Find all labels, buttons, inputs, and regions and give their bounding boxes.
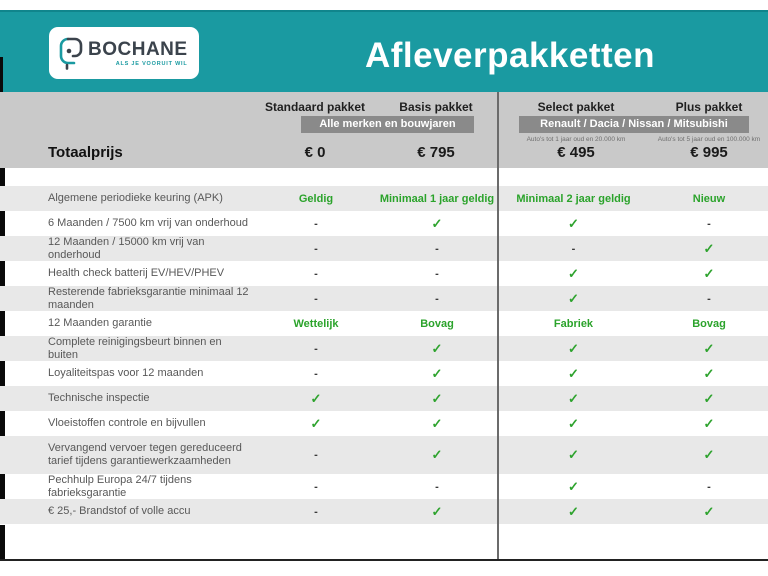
cell-value-text: Minimaal 2 jaar geldig bbox=[516, 192, 631, 205]
table-row bbox=[0, 236, 768, 261]
scan-edge-artifact bbox=[0, 261, 5, 286]
check-icon: ✓ bbox=[431, 365, 443, 381]
scan-edge-artifact bbox=[0, 57, 3, 92]
check-icon: ✓ bbox=[431, 415, 443, 431]
check-icon: ✓ bbox=[703, 340, 715, 356]
table-row bbox=[0, 261, 768, 286]
cell-value-text: Geldig bbox=[298, 192, 334, 205]
table-row bbox=[0, 361, 768, 386]
check-icon: ✓ bbox=[703, 365, 715, 381]
row-label: Resterende fabrieksgarantie minimaal 12 maanden bbox=[48, 286, 249, 311]
table-row bbox=[0, 411, 768, 436]
row-label: 12 Maanden garantie bbox=[48, 317, 152, 330]
column-subtext-select: Auto's tot 1 jaar oud en 20.000 km bbox=[526, 136, 626, 143]
row-label: Pechhulp Europa 24/7 tijdens fabrieksgarantie bbox=[48, 474, 192, 499]
table-row bbox=[0, 211, 768, 236]
check-icon: ✓ bbox=[431, 215, 443, 231]
column-divider-line bbox=[497, 92, 499, 560]
dash-icon: - bbox=[707, 217, 711, 230]
feature-table bbox=[0, 186, 768, 524]
logo-name: BOCHANE bbox=[88, 38, 188, 60]
column-subtext-plus: Auto's tot 5 jaar oud en 100.000 km bbox=[657, 136, 761, 143]
dash-icon: - bbox=[435, 267, 439, 280]
dash-icon: - bbox=[314, 449, 318, 461]
row-label: Loyaliteitspas voor 12 maanden bbox=[48, 367, 204, 380]
cell-value-text: Wettelijk bbox=[293, 317, 339, 330]
dash-icon: - bbox=[435, 242, 439, 255]
check-icon: ✓ bbox=[431, 503, 443, 519]
column-header-select: Select pakket bbox=[537, 100, 615, 114]
bochane-logo bbox=[49, 27, 199, 79]
row-label: Technische inspectie bbox=[48, 392, 150, 405]
page-title: Afleverpakketten bbox=[364, 36, 656, 75]
scan-edge-artifact bbox=[0, 168, 5, 186]
bottom-border-line bbox=[0, 559, 768, 561]
dash-icon: - bbox=[314, 267, 318, 280]
check-icon: ✓ bbox=[568, 478, 579, 494]
dash-icon: - bbox=[571, 242, 576, 255]
check-icon: ✓ bbox=[431, 340, 443, 356]
cell-value-text: Bovag bbox=[692, 317, 726, 330]
check-icon: ✓ bbox=[568, 290, 579, 306]
scan-edge-artifact bbox=[0, 211, 5, 236]
table-row bbox=[0, 336, 768, 361]
dash-icon: - bbox=[435, 292, 439, 305]
dash-icon: - bbox=[314, 480, 318, 493]
scan-edge-artifact bbox=[0, 361, 5, 386]
cell-value-text: Bovag bbox=[420, 317, 454, 330]
dash-icon: - bbox=[314, 367, 318, 380]
check-icon: ✓ bbox=[568, 415, 579, 431]
column-header-basis: Basis pakket bbox=[399, 100, 473, 114]
check-icon: ✓ bbox=[703, 415, 715, 431]
table-row bbox=[0, 186, 768, 211]
dash-icon: - bbox=[314, 217, 318, 230]
brand-banner-all: Alle merken en bouwjaren bbox=[301, 116, 474, 133]
check-icon: ✓ bbox=[568, 340, 579, 356]
header-banner bbox=[0, 10, 768, 92]
scan-edge-artifact bbox=[0, 311, 5, 336]
dash-icon: - bbox=[314, 505, 318, 518]
row-label: Algemene periodieke keuring (APK) bbox=[48, 192, 223, 205]
check-icon: ✓ bbox=[703, 265, 715, 281]
table-row bbox=[0, 386, 768, 411]
row-label: Health check batterij EV/HEV/PHEV bbox=[48, 267, 225, 280]
check-icon: ✓ bbox=[568, 215, 579, 231]
price-basis: € 795 bbox=[417, 144, 455, 161]
price-select: € 495 bbox=[557, 144, 595, 161]
pricing-header-band bbox=[0, 92, 768, 168]
check-icon: ✓ bbox=[310, 390, 322, 406]
check-icon: ✓ bbox=[703, 240, 715, 256]
dash-icon: - bbox=[435, 480, 439, 493]
row-label: Vloeistoffen controle en bijvullen bbox=[48, 417, 206, 430]
check-icon: ✓ bbox=[310, 415, 322, 431]
check-icon: ✓ bbox=[568, 447, 579, 462]
price-standaard: € 0 bbox=[304, 144, 326, 161]
dash-icon: - bbox=[707, 292, 711, 305]
scan-edge-artifact bbox=[0, 525, 5, 559]
row-label: Vervangend vervoer tegen gereduceerd tarief tijdens garantiewerkzaamheden bbox=[48, 442, 242, 467]
cell-value-text: Minimaal 1 jaar geldig bbox=[379, 192, 495, 205]
check-icon: ✓ bbox=[703, 390, 715, 406]
check-icon: ✓ bbox=[703, 447, 715, 462]
brand-banner-renault-group: Renault / Dacia / Nissan / Mitsubishi bbox=[519, 116, 749, 133]
price-plus: € 995 bbox=[690, 144, 728, 161]
logo-texts bbox=[88, 40, 188, 67]
bochane-logo-icon bbox=[57, 35, 83, 71]
row-label: 6 Maanden / 7500 km vrij van onderhoud bbox=[48, 217, 248, 230]
cell-value-text: Fabriek bbox=[553, 317, 594, 330]
logo-tagline: ALS JE VOORUIT WIL bbox=[115, 60, 188, 67]
table-row bbox=[0, 286, 768, 311]
column-header-standaard: Standaard pakket bbox=[264, 100, 366, 114]
total-price-label: Totaalprijs bbox=[48, 144, 123, 161]
table-row bbox=[0, 474, 768, 499]
row-label: 12 Maanden / 15000 km vrij van onderhoud bbox=[48, 236, 205, 261]
check-icon: ✓ bbox=[703, 503, 715, 519]
dash-icon: - bbox=[314, 292, 318, 305]
row-label: € 25,- Brandstof of volle accu bbox=[48, 505, 191, 518]
cell-value-text: Nieuw bbox=[692, 192, 726, 205]
table-row bbox=[0, 436, 768, 474]
dash-icon: - bbox=[314, 242, 318, 255]
column-header-plus: Plus pakket bbox=[675, 100, 743, 114]
check-icon: ✓ bbox=[568, 503, 579, 519]
scan-edge-artifact bbox=[0, 474, 5, 499]
row-label: Complete reinigingsbeurt binnen en buiten bbox=[48, 336, 222, 361]
dash-icon: - bbox=[314, 342, 318, 355]
check-icon: ✓ bbox=[568, 365, 579, 381]
check-icon: ✓ bbox=[568, 265, 579, 281]
table-row bbox=[0, 499, 768, 524]
table-row bbox=[0, 311, 768, 336]
check-icon: ✓ bbox=[568, 390, 579, 406]
check-icon: ✓ bbox=[431, 447, 443, 462]
check-icon: ✓ bbox=[431, 390, 443, 406]
scan-edge-artifact bbox=[0, 411, 5, 436]
dash-icon: - bbox=[707, 480, 711, 493]
